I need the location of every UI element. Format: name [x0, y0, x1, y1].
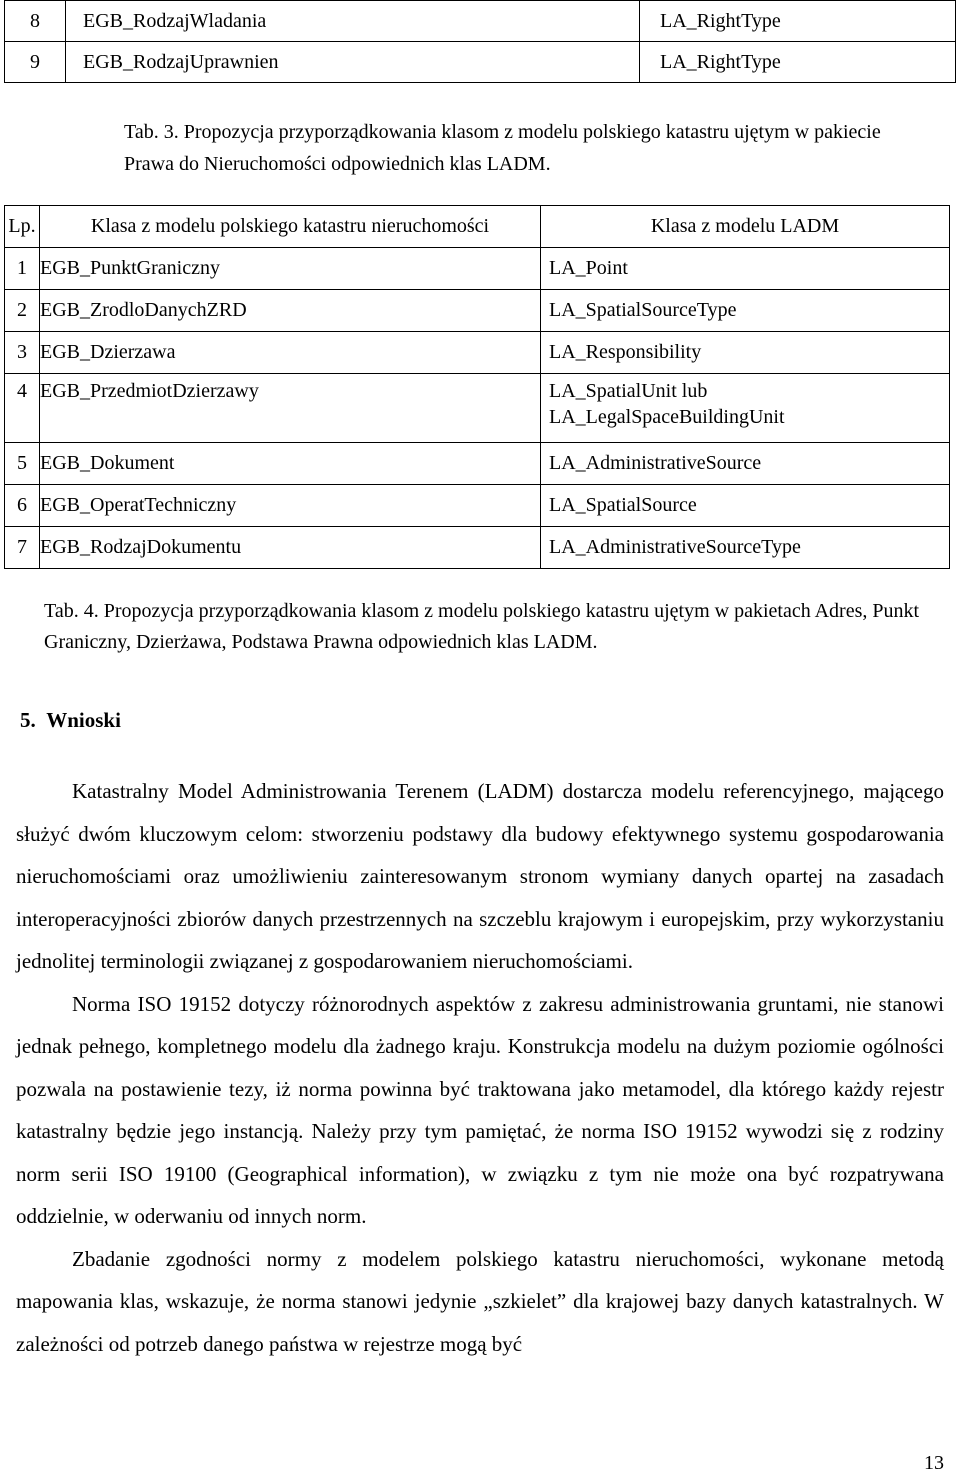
row-number: 7 — [5, 527, 40, 569]
polish-class: EGB_Dzierzawa — [40, 332, 541, 374]
header-ladm-class: Klasa z modelu LADM — [541, 206, 950, 248]
table-row — [5, 443, 950, 485]
table-row — [5, 42, 956, 83]
table-row — [5, 527, 950, 569]
section-heading — [20, 708, 121, 733]
polish-class: EGB_RodzajWladania — [66, 1, 640, 42]
row-number: 4 — [5, 374, 40, 443]
polish-class: EGB_PunktGraniczny — [40, 248, 541, 290]
section-number: 5. — [20, 708, 36, 732]
ladm-class: LA_AdministrativeSourceType — [541, 527, 950, 569]
row-number: 5 — [5, 443, 40, 485]
polish-class: EGB_OperatTechniczny — [40, 485, 541, 527]
paragraph: Katastralny Model Administrowania Terenem (LADM) dostarcza modelu referencyjnego, mającego służyć dwóm kluczowym celom: stworzeniu podstawy dla budowy efektywnego systemu gospodarowania nieruchomościami oraz umożliwieniu zainteresowanym stronom wymiany danych opartej na zasadach interoperacyjności zbiorów danych przestrzennych na szczeblu krajowym i europejskim, przy wykorzystaniu jednolitej terminologii związanej z gospodarowaniem nieruchomościami. — [16, 779, 944, 973]
row-number: 3 — [5, 332, 40, 374]
class-mapping-table-continued — [4, 0, 956, 83]
table-4-caption: Tab. 4. Propozycja przyporządkowania klasom z modelu polskiego katastru ujętym w pakietach Adres, Punkt Graniczny, Dzierżawa, Podstawa Prawna odpowiednich klas LADM. — [44, 600, 920, 653]
class-mapping-table — [4, 205, 950, 569]
polish-class: EGB_PrzedmiotDzierzawy — [40, 374, 541, 443]
header-polish-class: Klasa z modelu polskiego katastru nieruchomości — [40, 206, 541, 248]
ladm-class: LA_AdministrativeSource — [541, 443, 950, 485]
table-row — [5, 1, 956, 42]
polish-class: EGB_ZrodloDanychZRD — [40, 290, 541, 332]
table-row — [5, 485, 950, 527]
row-number: 1 — [5, 248, 40, 290]
table-3-caption: Tab. 3. Propozycja przyporządkowania klasom z modelu polskiego katastru ujętym w pakiecie Prawa do Nieruchomości odpowiednich klas LADM. — [124, 121, 881, 175]
paragraph: Norma ISO 19152 dotyczy różnorodnych aspektów z zakresu administrowania gruntami, nie stanowi jednak pełnego, kompletnego modelu dla żadnego kraju. Konstrukcja modelu na dużym poziomie ogólności pozwala na postawienie tezy, iż norma powinna być traktowana jako metamodel, dla którego każdy rejestr katastralny będzie jego instancją. Należy przy tym pamiętać, że norma ISO 19152 wywodzi się z rodziny norm serii ISO 19100 (Geographical information), w związku z tym nie może ona być rozpatrywana oddzielnie, w oderwaniu od innych norm. — [16, 991, 944, 1228]
section-title: Wnioski — [46, 708, 121, 732]
polish-class: EGB_Dokument — [40, 443, 541, 485]
ladm-class-alt: LA_LegalSpaceBuildingUnit — [549, 406, 785, 428]
ladm-class: LA_RightType — [640, 42, 956, 83]
table-row — [5, 290, 950, 332]
ladm-class-cell — [541, 374, 950, 443]
table-header-row — [5, 206, 950, 248]
table-row — [5, 332, 950, 374]
ladm-class: LA_Responsibility — [541, 332, 950, 374]
table-row — [5, 374, 950, 443]
ladm-class: LA_SpatialUnit lub — [549, 380, 708, 402]
row-number: 6 — [5, 485, 40, 527]
paragraph: Zbadanie zgodności normy z modelem polskiego katastru nieruchomości, wykonane metodą mapowania klas, wskazuje, że norma stanowi jedynie „szkielet” dla krajowej bazy danych katastralnych. W zależności od potrzeb danego państwa w rejestrze mogą być — [16, 1246, 944, 1356]
ladm-class: LA_RightType — [640, 1, 956, 42]
row-number: 8 — [5, 1, 66, 42]
ladm-class: LA_Point — [541, 248, 950, 290]
polish-class: EGB_RodzajDokumentu — [40, 527, 541, 569]
ladm-class: LA_SpatialSourceType — [541, 290, 950, 332]
page-number: 13 — [924, 1452, 944, 1474]
table-row — [5, 248, 950, 290]
polish-class: EGB_RodzajUprawnien — [66, 42, 640, 83]
ladm-class: LA_SpatialSource — [541, 485, 950, 527]
conclusions-body — [16, 770, 944, 1365]
row-number: 2 — [5, 290, 40, 332]
row-number: 9 — [5, 42, 66, 83]
header-lp: Lp. — [5, 206, 40, 248]
